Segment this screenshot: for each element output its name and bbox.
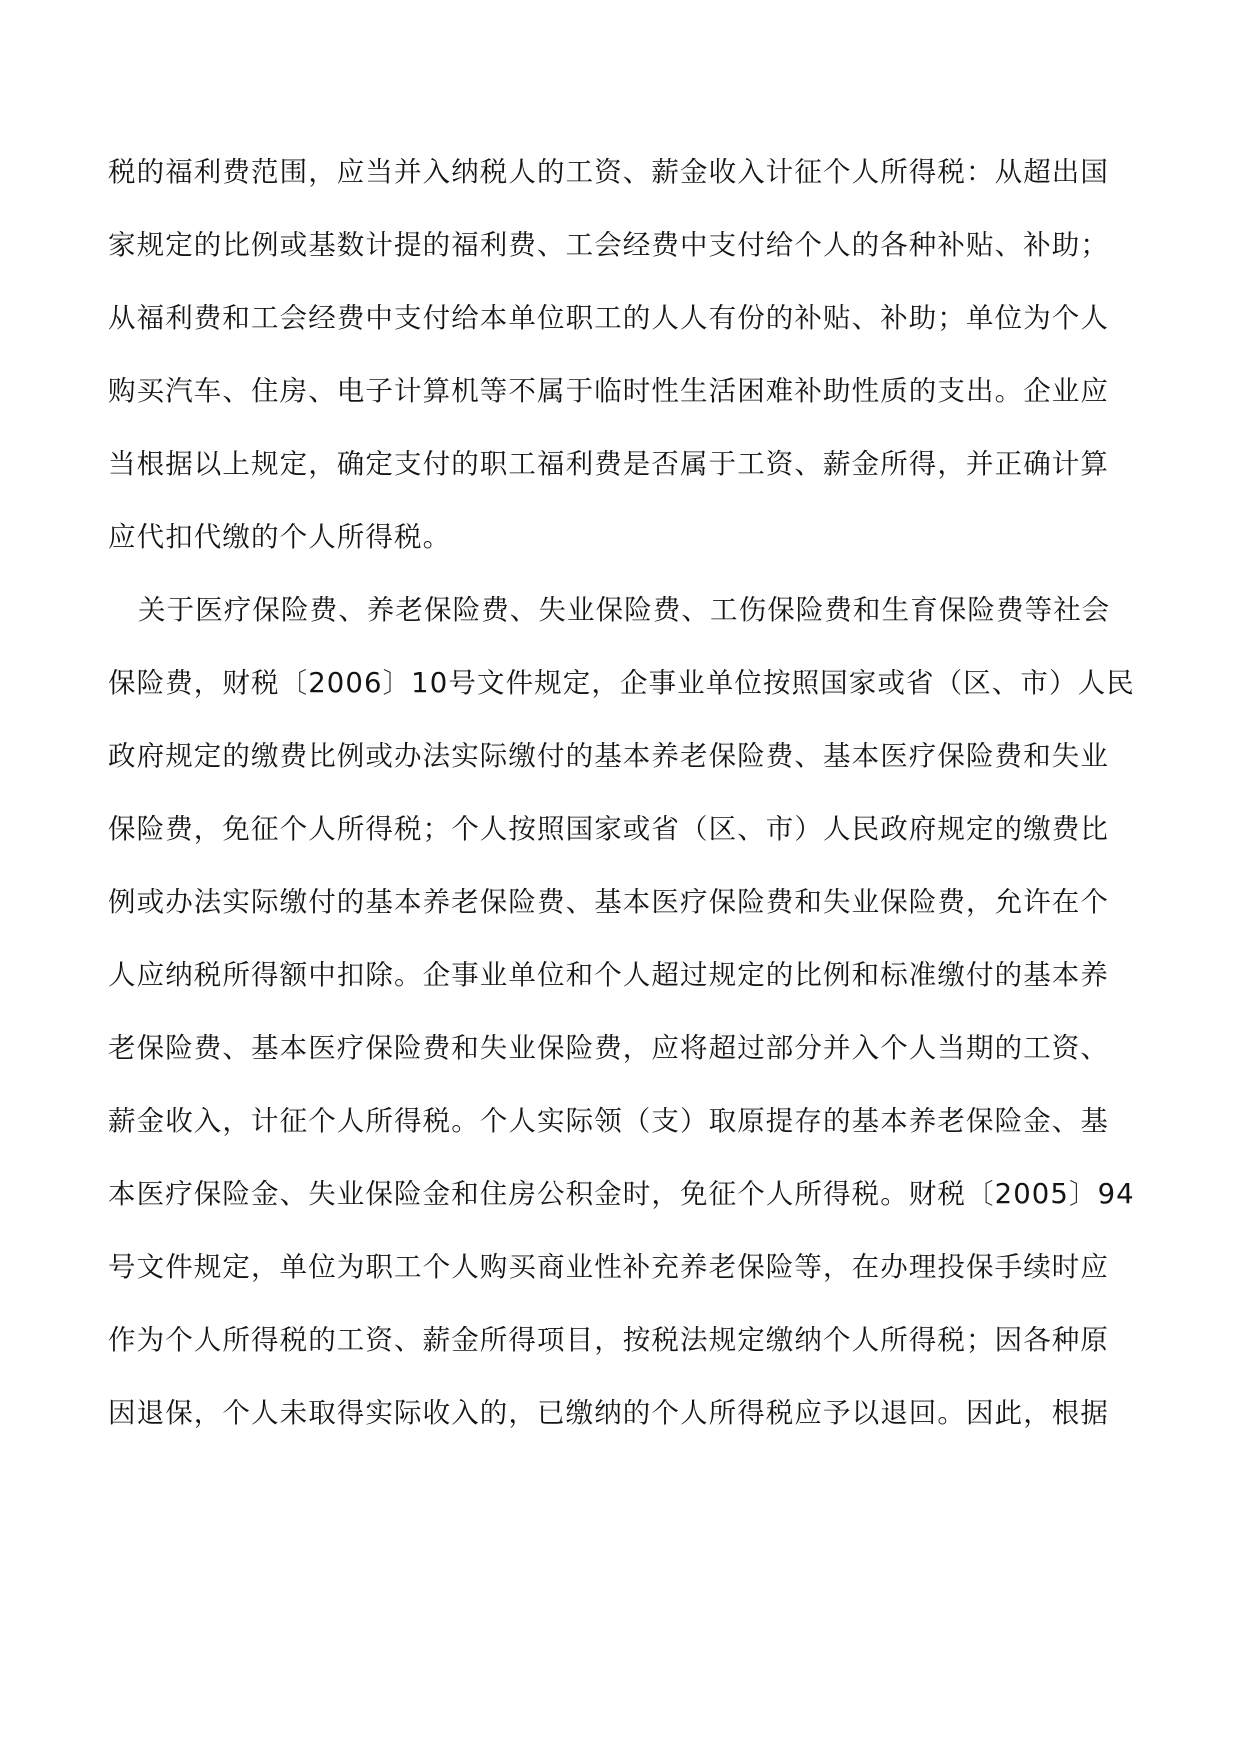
text-line: 老保险费、基本医疗保险费和失业保险费，应将超过部分并入个人当期的工资、	[108, 1032, 1109, 1064]
text-line: 保险费，财税〔2006〕10号文件规定，企事业单位按照国家或省（区、市）人民	[108, 667, 1135, 699]
body-text	[108, 152, 1138, 1466]
text-line: 号文件规定，单位为职工个人购买商业性补充养老保险等，在办理投保手续时应	[108, 1251, 1109, 1283]
text-line: 税的福利费范围，应当并入纳税人的工资、薪金收入计征个人所得税：从超出国	[108, 156, 1109, 188]
text-line: 政府规定的缴费比例或办法实际缴付的基本养老保险费、基本医疗保险费和失业	[108, 740, 1109, 772]
text-line: 人应纳税所得额中扣除。企事业单位和个人超过规定的比例和标准缴付的基本养	[108, 959, 1109, 991]
text-line: 保险费，免征个人所得税；个人按照国家或省（区、市）人民政府规定的缴费比	[108, 813, 1109, 845]
text-line: 当根据以上规定，确定支付的职工福利费是否属于工资、薪金所得，并正确计算	[108, 448, 1109, 480]
text-line: 从福利费和工会经费中支付给本单位职工的人人有份的补贴、补助；单位为个人	[108, 302, 1109, 334]
text-line: 家规定的比例或基数计提的福利费、工会经费中支付给个人的各种补贴、补助；	[108, 229, 1109, 261]
text-line: 因退保，个人未取得实际收入的，已缴纳的个人所得税应予以退回。因此，根据	[108, 1397, 1109, 1429]
text-line: 薪金收入，计征个人所得税。个人实际领（支）取原提存的基本养老保险金、基	[108, 1105, 1109, 1137]
text-line: 应代扣代缴的个人所得税。	[108, 521, 452, 553]
text-line: 本医疗保险金、失业保险金和住房公积金时，免征个人所得税。财税〔2005〕94	[108, 1178, 1135, 1210]
text-line: 购买汽车、住房、电子计算机等不属于临时性生活困难补助性质的支出。企业应	[108, 375, 1109, 407]
text-line: 作为个人所得税的工资、薪金所得项目，按税法规定缴纳个人所得税；因各种原	[108, 1324, 1109, 1356]
text-line: 例或办法实际缴付的基本养老保险费、基本医疗保险费和失业保险费，允许在个	[108, 886, 1109, 918]
paragraph-first-line: 关于医疗保险费、养老保险费、失业保险费、工伤保险费和生育保险费等社会	[138, 594, 1111, 626]
